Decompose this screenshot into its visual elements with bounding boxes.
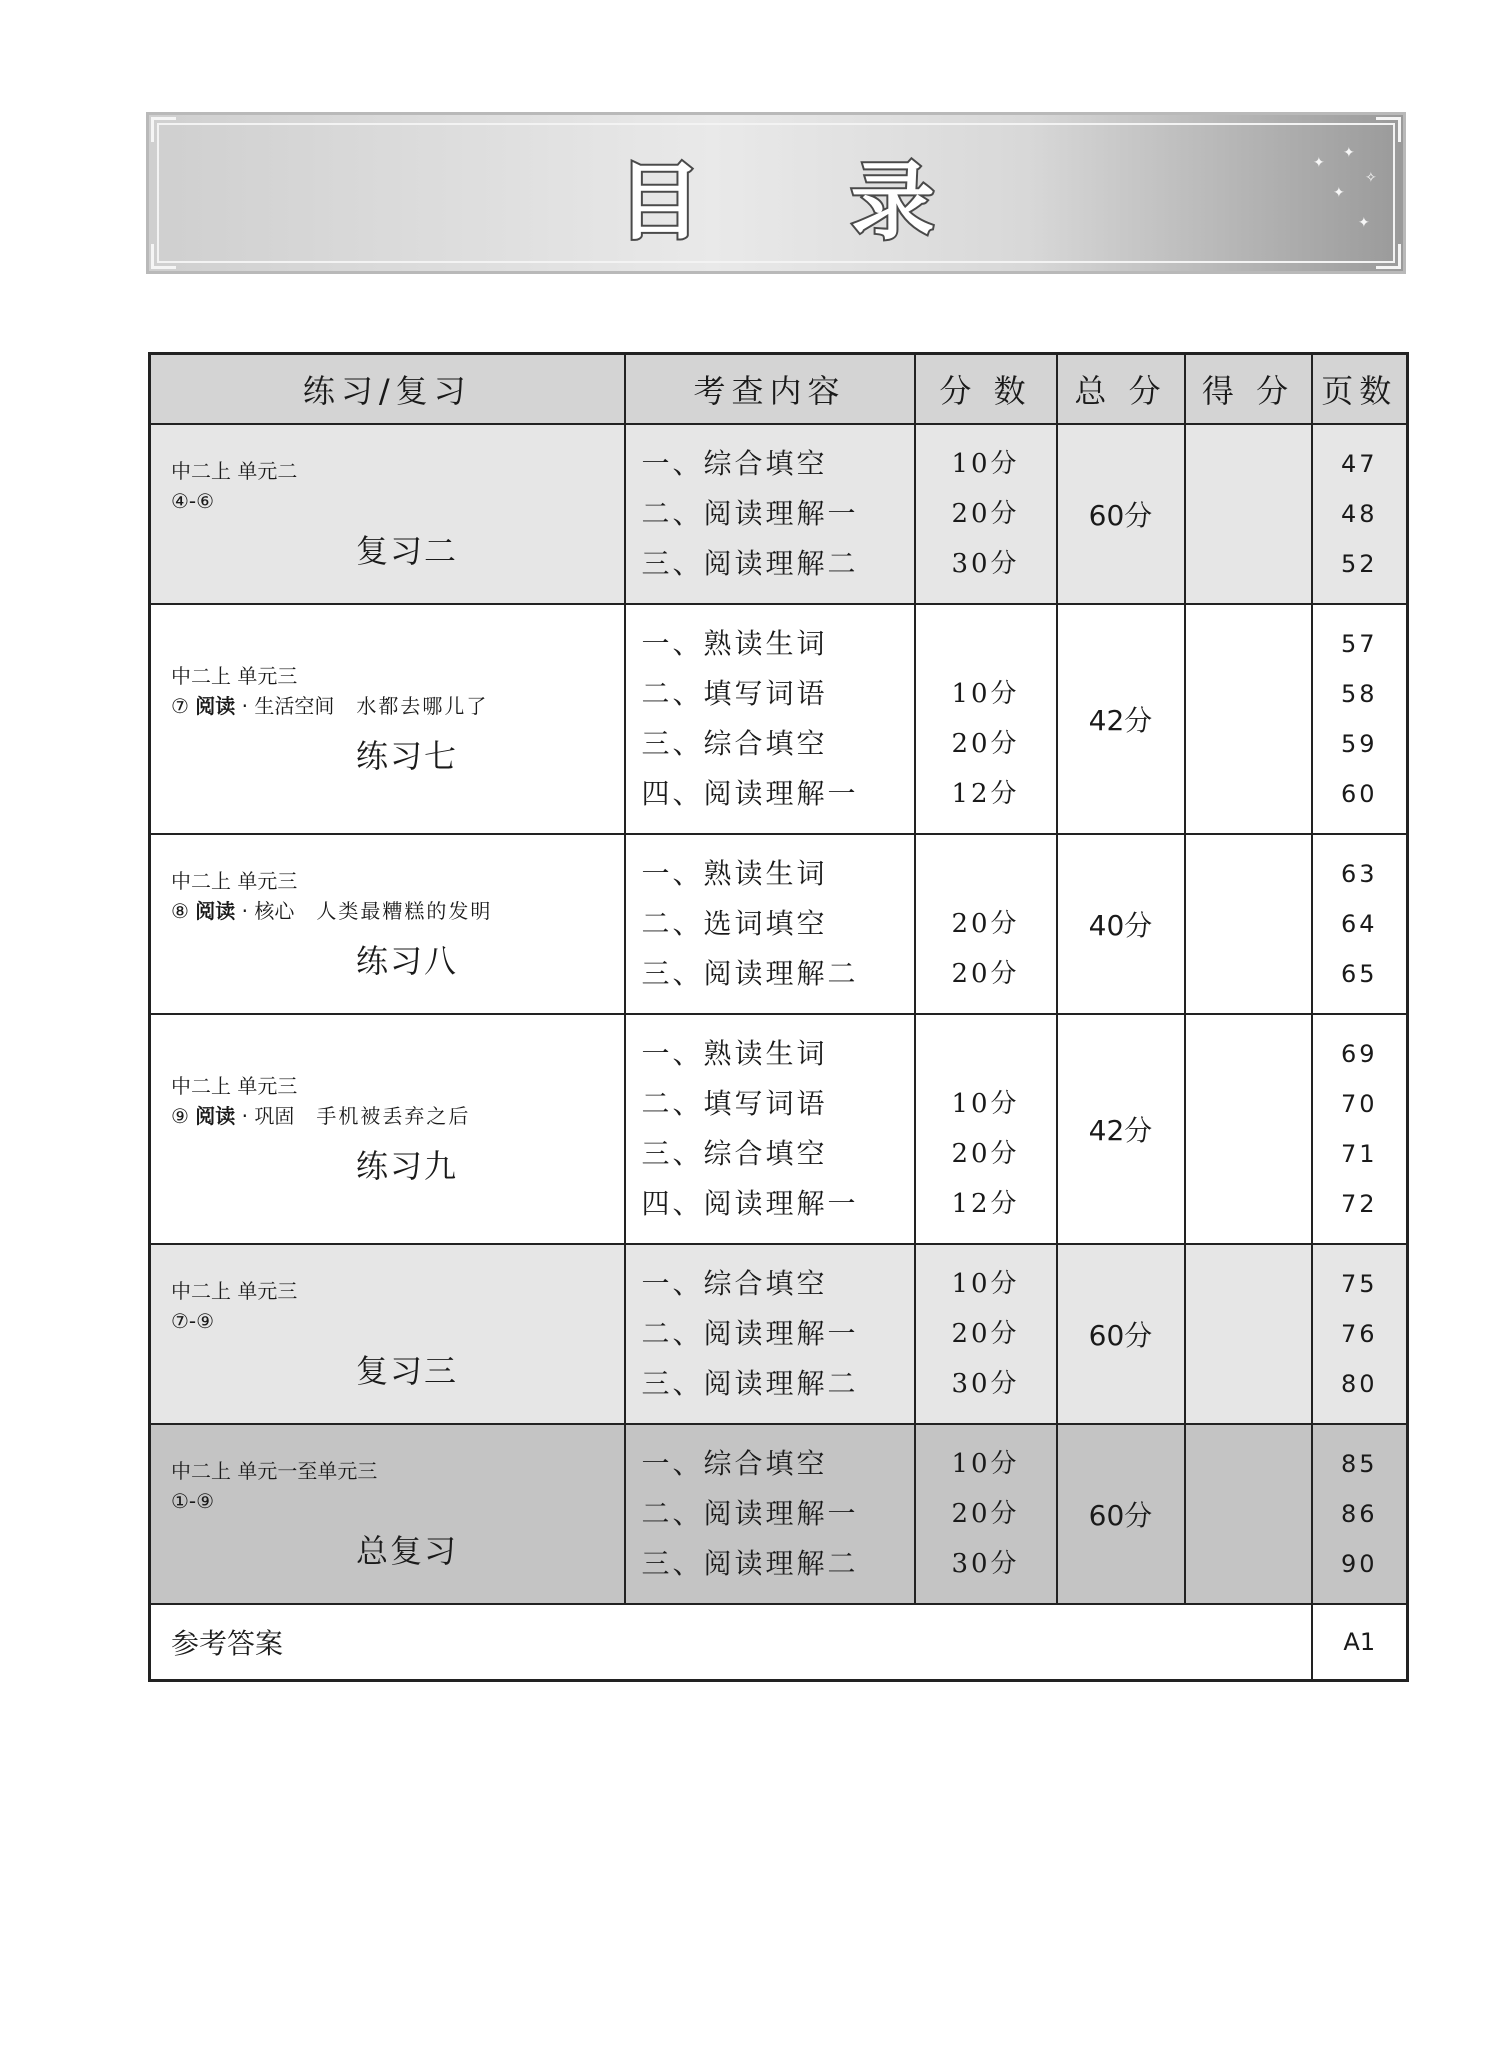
toc-table bbox=[148, 352, 1409, 1682]
answer-row bbox=[150, 1604, 1408, 1681]
content-item: 四、阅读理解一 bbox=[641, 777, 859, 810]
score-value: 10分 bbox=[951, 679, 1020, 709]
content-items bbox=[625, 1014, 915, 1244]
content-item: 二、填写词语 bbox=[641, 677, 828, 710]
section-info bbox=[150, 1014, 625, 1244]
content-items bbox=[625, 834, 915, 1014]
page-number: 47 bbox=[1340, 450, 1378, 478]
score-value bbox=[932, 1029, 1040, 1079]
page-number: 57 bbox=[1340, 630, 1378, 658]
page-number: 69 bbox=[1340, 1040, 1378, 1068]
content-item: 一、综合填空 bbox=[641, 1447, 828, 1480]
lesson-tag: 阅读 bbox=[195, 899, 236, 923]
column-header: 练习/复习 bbox=[150, 354, 625, 425]
content-item: 二、阅读理解一 bbox=[641, 1497, 859, 1530]
page-number: 80 bbox=[1340, 1370, 1378, 1398]
table-header-row bbox=[150, 354, 1408, 425]
score-value: 10分 bbox=[951, 449, 1020, 479]
content-item: 二、阅读理解一 bbox=[641, 497, 859, 530]
earned-score-cell[interactable] bbox=[1185, 1014, 1312, 1244]
score-value: 20分 bbox=[951, 1499, 1020, 1529]
content-item: 二、选词填空 bbox=[641, 907, 828, 940]
score-items bbox=[915, 604, 1057, 834]
page-number: 72 bbox=[1340, 1190, 1378, 1218]
content-item: 三、综合填空 bbox=[641, 727, 828, 760]
lesson-line bbox=[171, 1486, 604, 1516]
page-numbers bbox=[1312, 1424, 1408, 1604]
score-value: 20分 bbox=[951, 729, 1020, 759]
lesson-line bbox=[171, 1306, 604, 1336]
content-item: 二、阅读理解一 bbox=[641, 1317, 859, 1350]
score-value: 10分 bbox=[951, 1089, 1020, 1119]
content-item: 三、阅读理解二 bbox=[641, 957, 859, 990]
content-item: 一、熟读生词 bbox=[641, 857, 828, 890]
lesson-title: 人类最糟糕的发明 bbox=[316, 899, 493, 923]
unit-label: 中二上 单元二 bbox=[171, 459, 298, 483]
content-item: 四、阅读理解一 bbox=[641, 1187, 859, 1220]
lesson-subtag: · 核心 bbox=[241, 899, 295, 923]
answer-label[interactable]: 参考答案 bbox=[150, 1604, 1312, 1681]
page-numbers bbox=[1312, 424, 1408, 604]
section-name[interactable]: 练习七 bbox=[356, 737, 459, 775]
content-items bbox=[625, 604, 915, 834]
lesson-number: ⑧ bbox=[171, 899, 189, 923]
title-banner bbox=[146, 112, 1406, 274]
page-number: 76 bbox=[1340, 1320, 1378, 1348]
score-value: 30分 bbox=[951, 1369, 1020, 1399]
table-row bbox=[150, 834, 1408, 1014]
content-items bbox=[625, 1424, 915, 1604]
total-score: 60分 bbox=[1057, 1244, 1185, 1424]
unit-label: 中二上 单元三 bbox=[171, 1074, 298, 1098]
section-name[interactable]: 复习三 bbox=[356, 1352, 459, 1390]
content-item: 一、综合填空 bbox=[641, 1267, 828, 1300]
content-item: 二、填写词语 bbox=[641, 1087, 828, 1120]
score-value: 20分 bbox=[951, 1139, 1020, 1169]
table-row bbox=[150, 1424, 1408, 1604]
column-header: 页数 bbox=[1312, 354, 1408, 425]
score-value: 10分 bbox=[951, 1269, 1020, 1299]
column-header: 分 数 bbox=[915, 354, 1057, 425]
page-number: 85 bbox=[1340, 1450, 1378, 1478]
page-number: 60 bbox=[1340, 780, 1378, 808]
earned-score-cell[interactable] bbox=[1185, 1424, 1312, 1604]
page-number: 86 bbox=[1340, 1500, 1378, 1528]
page-number: 90 bbox=[1340, 1550, 1378, 1578]
lesson-subtag: · 生活空间 bbox=[241, 694, 335, 718]
section-info bbox=[150, 834, 625, 1014]
column-header: 考查内容 bbox=[625, 354, 915, 425]
column-header: 得 分 bbox=[1185, 354, 1312, 425]
sparkle-icon: ✦ ✦ ✦ ✦ ✧ bbox=[1313, 145, 1377, 231]
content-item: 三、阅读理解二 bbox=[641, 547, 859, 580]
earned-score-cell[interactable] bbox=[1185, 1244, 1312, 1424]
score-value: 10分 bbox=[951, 1449, 1020, 1479]
table-row bbox=[150, 1014, 1408, 1244]
lesson-line bbox=[171, 486, 604, 516]
lesson-title: 水都去哪儿了 bbox=[356, 694, 489, 718]
table-row bbox=[150, 604, 1408, 834]
total-score: 42分 bbox=[1057, 604, 1185, 834]
total-score: 42分 bbox=[1057, 1014, 1185, 1244]
section-name[interactable]: 练习九 bbox=[356, 1147, 459, 1185]
lesson-title: 手机被丢弃之后 bbox=[316, 1104, 471, 1128]
earned-score-cell[interactable] bbox=[1185, 424, 1312, 604]
content-items bbox=[625, 1244, 915, 1424]
lesson-tag: 阅读 bbox=[195, 694, 236, 718]
score-value: 20分 bbox=[951, 959, 1020, 989]
page-number: 65 bbox=[1340, 960, 1378, 988]
content-item: 一、综合填空 bbox=[641, 447, 828, 480]
content-items bbox=[625, 424, 915, 604]
table-row bbox=[150, 424, 1408, 604]
content-item: 一、熟读生词 bbox=[641, 1037, 828, 1070]
page-number: 52 bbox=[1340, 550, 1378, 578]
section-name[interactable]: 总复习 bbox=[356, 1532, 459, 1570]
page-number: 48 bbox=[1340, 500, 1378, 528]
content-item: 三、综合填空 bbox=[641, 1137, 828, 1170]
page-number: 71 bbox=[1340, 1140, 1378, 1168]
unit-label: 中二上 单元三 bbox=[171, 664, 298, 688]
section-info bbox=[150, 1424, 625, 1604]
lesson-subtag: · 巩固 bbox=[241, 1104, 295, 1128]
page-number: 75 bbox=[1340, 1270, 1378, 1298]
section-name[interactable]: 练习八 bbox=[356, 942, 459, 980]
lesson-tag: 阅读 bbox=[195, 1104, 236, 1128]
page-number: 70 bbox=[1340, 1090, 1378, 1118]
total-score: 60分 bbox=[1057, 1424, 1185, 1604]
score-value: 12分 bbox=[951, 1189, 1020, 1219]
score-value: 30分 bbox=[951, 1549, 1020, 1579]
unit-label: 中二上 单元一至单元三 bbox=[171, 1459, 378, 1483]
lesson-line bbox=[171, 691, 604, 721]
column-header: 总 分 bbox=[1057, 354, 1185, 425]
lesson-line bbox=[171, 896, 604, 926]
section-info bbox=[150, 424, 625, 604]
score-value bbox=[932, 849, 1040, 899]
section-info bbox=[150, 1244, 625, 1424]
content-item: 三、阅读理解二 bbox=[641, 1547, 859, 1580]
total-score: 60分 bbox=[1057, 424, 1185, 604]
section-info bbox=[150, 604, 625, 834]
content-item: 一、熟读生词 bbox=[641, 627, 828, 660]
earned-score-cell[interactable] bbox=[1185, 604, 1312, 834]
page-numbers bbox=[1312, 834, 1408, 1014]
lesson-number: ⑦-⑨ bbox=[171, 1309, 215, 1333]
page-number: 63 bbox=[1340, 860, 1378, 888]
page-number: 58 bbox=[1340, 680, 1378, 708]
score-items bbox=[915, 1244, 1057, 1424]
earned-score-cell[interactable] bbox=[1185, 834, 1312, 1014]
score-items bbox=[915, 1424, 1057, 1604]
lesson-number: ①-⑨ bbox=[171, 1489, 215, 1513]
score-value: 12分 bbox=[951, 779, 1020, 809]
total-score: 40分 bbox=[1057, 834, 1185, 1014]
score-items bbox=[915, 1014, 1057, 1244]
score-items bbox=[915, 834, 1057, 1014]
unit-label: 中二上 单元三 bbox=[171, 1279, 298, 1303]
unit-label: 中二上 单元三 bbox=[171, 869, 298, 893]
answer-page: A1 bbox=[1312, 1604, 1408, 1681]
page-numbers bbox=[1312, 1014, 1408, 1244]
table-row bbox=[150, 1244, 1408, 1424]
lesson-line bbox=[171, 1101, 604, 1131]
page-title: 目 录 bbox=[617, 153, 995, 251]
score-value bbox=[932, 619, 1040, 669]
page-numbers bbox=[1312, 604, 1408, 834]
page-number: 59 bbox=[1340, 730, 1378, 758]
page-number: 64 bbox=[1340, 910, 1378, 938]
lesson-number: ④-⑥ bbox=[171, 489, 215, 513]
score-value: 20分 bbox=[951, 1319, 1020, 1349]
score-value: 30分 bbox=[951, 549, 1020, 579]
lesson-number: ⑦ bbox=[171, 694, 189, 718]
lesson-number: ⑨ bbox=[171, 1104, 189, 1128]
content-item: 三、阅读理解二 bbox=[641, 1367, 859, 1400]
section-name[interactable]: 复习二 bbox=[356, 532, 459, 570]
page-numbers bbox=[1312, 1244, 1408, 1424]
score-value: 20分 bbox=[951, 909, 1020, 939]
score-value: 20分 bbox=[951, 499, 1020, 529]
score-items bbox=[915, 424, 1057, 604]
